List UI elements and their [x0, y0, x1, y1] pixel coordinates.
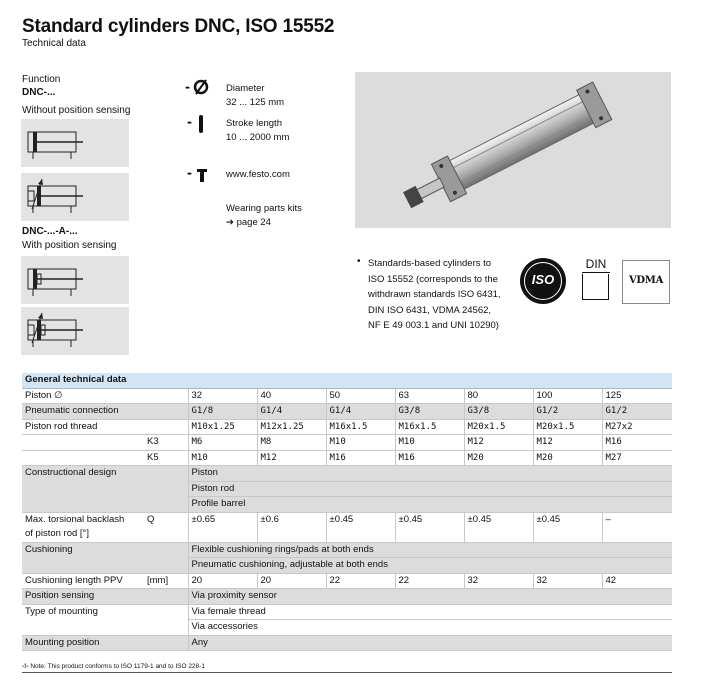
table-row: Cushioning length PPV [mm] 20 20 22 22 32 32 42	[22, 573, 672, 589]
diameter-icon	[185, 78, 215, 99]
svg-text:-: -	[185, 80, 190, 94]
standards-line: NF E 49 003.1 and UNI 10290)	[368, 320, 499, 331]
table-row: Cushioning Flexible cushioning rings/pads at both ends	[22, 542, 672, 558]
iso-logo: ISO	[520, 258, 566, 304]
footer-divider	[22, 672, 672, 673]
table-row: Piston rod thread M10x1.25 M12x1.25 M16x1.5 M16x1.5 M20x1.5 M20x1.5 M27x2	[22, 419, 672, 435]
without-sensing-label: Without position sensing	[22, 105, 131, 116]
wear-parts-page-link[interactable]: page 24	[236, 217, 271, 228]
table-row: Piston rod	[22, 481, 672, 497]
vdma-logo: VDMA	[622, 260, 670, 304]
svg-text:-: -	[187, 115, 192, 129]
cylinder-sensing-cushion-symbol-icon	[21, 307, 129, 355]
table-row: Constructional design Piston	[22, 466, 672, 482]
standards-text	[368, 256, 513, 334]
table-row: Max. torsional backlash Q ±0.65 ±0.6 ±0.45 ±0.45 ±0.45 ±0.45 –	[22, 512, 672, 527]
diameter-label: Diameter	[226, 83, 265, 94]
diameter-value: 32 ... 125 mm	[226, 97, 285, 108]
symbol-double-acting	[21, 119, 129, 167]
svg-text:-: -	[187, 166, 192, 180]
page-subtitle: Technical data	[22, 38, 86, 49]
symbol-with-sensing	[21, 256, 129, 304]
table-row: of piston rod [°]	[22, 527, 672, 542]
web-link[interactable]: www.festo.com	[226, 169, 290, 180]
table-row: Pneumatic connection G1/8 G1/4 G1/4 G3/8 G3/8 G1/2 G1/2	[22, 404, 672, 420]
cylinder-symbol-icon	[21, 119, 129, 167]
cylinder-sensing-symbol-icon	[21, 256, 129, 304]
table-row: Via accessories	[22, 620, 672, 636]
note-icon: -!-	[22, 663, 29, 670]
symbol-sensing-cushion	[21, 307, 129, 355]
table-heading-row	[22, 373, 672, 388]
dnca-label: DNC-...-A-...	[22, 226, 78, 237]
stroke-label: Stroke length	[226, 118, 282, 129]
table-row: Piston ∅ 32 40 50 63 80 100 125	[22, 388, 672, 404]
cylinder-cushion-symbol-icon	[21, 173, 129, 221]
stroke-icon	[187, 112, 211, 139]
table-row: Pneumatic cushioning, adjustable at both ends	[22, 558, 672, 574]
wear-parts-label: Wearing parts kits	[226, 203, 302, 214]
standards-line: ISO 15552 (corresponds to the	[368, 273, 498, 285]
technical-data-table	[22, 373, 672, 651]
symbol-adjustable-cushion	[21, 173, 129, 221]
standards-line: Standards-based cylinders to	[368, 258, 492, 269]
standards-line: withdrawn standards ISO 6431,	[368, 289, 501, 300]
dnc-label: DNC-...	[22, 87, 56, 98]
cylinder-photo-icon	[355, 72, 671, 228]
standards-line: DIN ISO 6431, VDMA 24562,	[368, 304, 492, 316]
standards-bullet: •	[357, 256, 361, 267]
footer-note: -!- Note: This product conforms to ISO 1179-1 and to ISO 228-1	[22, 663, 205, 670]
with-sensing-label: With position sensing	[22, 240, 117, 251]
table-row: Position sensing Via proximity sensor	[22, 589, 672, 605]
stroke-value: 10 ... 2000 mm	[226, 132, 290, 143]
table-row: K5 M10 M12 M16 M16 M20 M20 M27	[22, 450, 672, 466]
table-row: Type of mounting Via female thread	[22, 604, 672, 620]
function-label: Function	[22, 74, 61, 85]
table-row: Profile barrel	[22, 497, 672, 513]
table-heading: General technical data	[22, 373, 672, 388]
din-logo: DIN	[582, 257, 610, 301]
table-row: K3 M6 M8 M10 M10 M12 M12 M16	[22, 435, 672, 451]
arrow-icon: ➔	[226, 217, 234, 228]
web-icon	[187, 165, 211, 186]
product-photo	[355, 72, 671, 228]
table-row: Mounting position Any	[22, 635, 672, 651]
page-title: Standard cylinders DNC, ISO 15552	[22, 16, 335, 37]
